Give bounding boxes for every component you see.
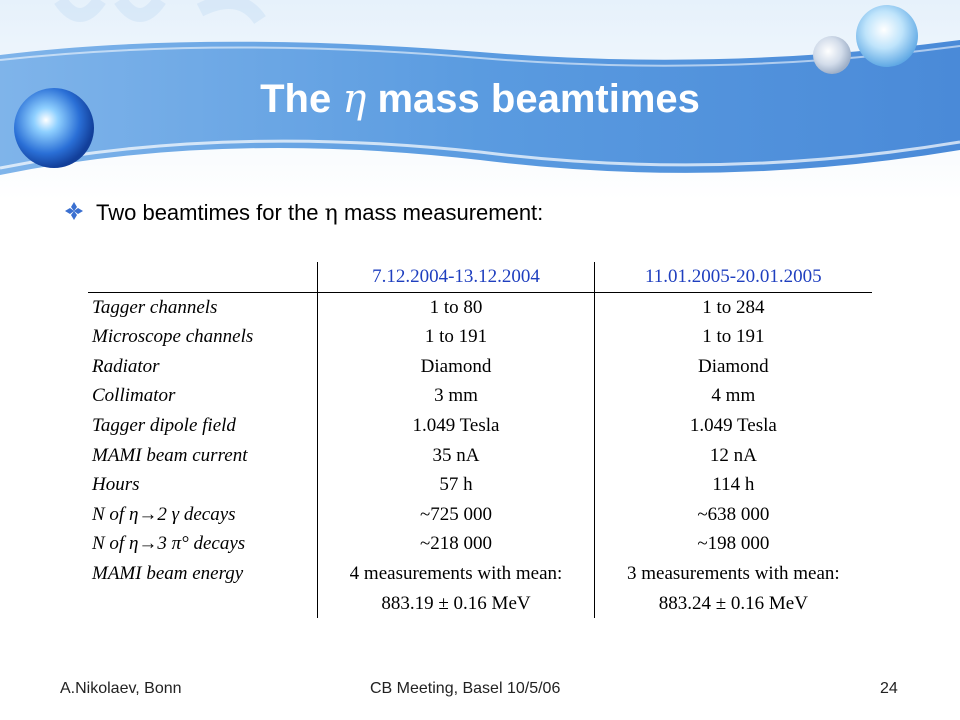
title-suffix: mass beamtimes <box>377 77 700 121</box>
row-value-beamtime-2: Diamond <box>594 352 872 382</box>
table-header-row <box>88 262 872 292</box>
row-value-beamtime-2: 114 h <box>594 470 872 500</box>
beamtime-table <box>88 262 872 618</box>
row-value-beamtime-1: Diamond <box>318 352 594 382</box>
row-value-beamtime-1: ~725 000 <box>318 500 594 530</box>
row-value-beamtime-1: 883.19 ± 0.16 MeV <box>318 589 594 619</box>
footer-author: A.Nikolaev, Bonn <box>60 680 182 697</box>
row-label <box>88 589 318 619</box>
table-row <box>88 470 872 500</box>
bullet-text <box>96 200 543 226</box>
header-cell-empty <box>88 262 318 292</box>
row-label: N of η→3 π° decays <box>92 533 246 555</box>
table-row <box>88 292 872 322</box>
header-cell-beamtime-1: 7.12.2004-13.12.2004 <box>318 262 594 292</box>
row-label: Tagger channels <box>92 296 218 318</box>
table-row <box>88 589 872 619</box>
small-orb-decoration <box>813 36 851 74</box>
title-eta-symbol: η <box>342 76 367 122</box>
bullet-eta-symbol: η <box>324 201 338 226</box>
row-label: N of η→2 γ decays <box>92 503 236 525</box>
row-value-beamtime-2: 3 measurements with mean: <box>594 559 872 589</box>
bullet-point <box>64 200 543 226</box>
table-row <box>88 322 872 352</box>
row-value-beamtime-2: 4 mm <box>594 381 872 411</box>
header-cell-beamtime-2: 11.01.2005-20.01.2005 <box>594 262 872 292</box>
row-value-beamtime-1: 1 to 191 <box>318 322 594 352</box>
table-row <box>88 559 872 589</box>
table-row <box>88 352 872 382</box>
table-row <box>88 500 872 530</box>
table-row <box>88 411 872 441</box>
table-row <box>88 441 872 471</box>
table-row <box>88 529 872 559</box>
title-prefix: The <box>260 77 332 121</box>
row-value-beamtime-2: 1.049 Tesla <box>594 411 872 441</box>
row-value-beamtime-2: ~198 000 <box>594 529 872 559</box>
footer-meeting: CB Meeting, Basel 10/5/06 <box>370 680 561 697</box>
bullet-text-before: Two beamtimes for the <box>96 200 319 225</box>
row-value-beamtime-2: 12 nA <box>594 441 872 471</box>
row-label: MAMI beam energy <box>92 562 244 584</box>
row-label: Hours <box>92 474 140 496</box>
slide-title <box>0 76 960 122</box>
diamond-bullet-icon <box>64 201 84 221</box>
row-label: Collimator <box>92 385 176 407</box>
row-value-beamtime-1: 35 nA <box>318 441 594 471</box>
row-value-beamtime-1: 1.049 Tesla <box>318 411 594 441</box>
row-value-beamtime-1: 3 mm <box>318 381 594 411</box>
row-value-beamtime-2: ~638 000 <box>594 500 872 530</box>
row-value-beamtime-1: ~218 000 <box>318 529 594 559</box>
row-value-beamtime-2: 883.24 ± 0.16 MeV <box>594 589 872 619</box>
row-value-beamtime-1: 4 measurements with mean: <box>318 559 594 589</box>
row-value-beamtime-1: 1 to 80 <box>318 292 594 322</box>
row-value-beamtime-2: 1 to 191 <box>594 322 872 352</box>
row-value-beamtime-1: 57 h <box>318 470 594 500</box>
row-label: Radiator <box>92 355 160 377</box>
table-row <box>88 381 872 411</box>
row-label: Tagger dipole field <box>92 414 236 436</box>
right-orb-decoration <box>856 5 918 67</box>
footer-page-number: 24 <box>880 680 898 697</box>
row-label: MAMI beam current <box>92 444 248 466</box>
row-label: Microscope channels <box>92 326 254 348</box>
row-value-beamtime-2: 1 to 284 <box>594 292 872 322</box>
bullet-text-after: mass measurement: <box>343 200 544 225</box>
